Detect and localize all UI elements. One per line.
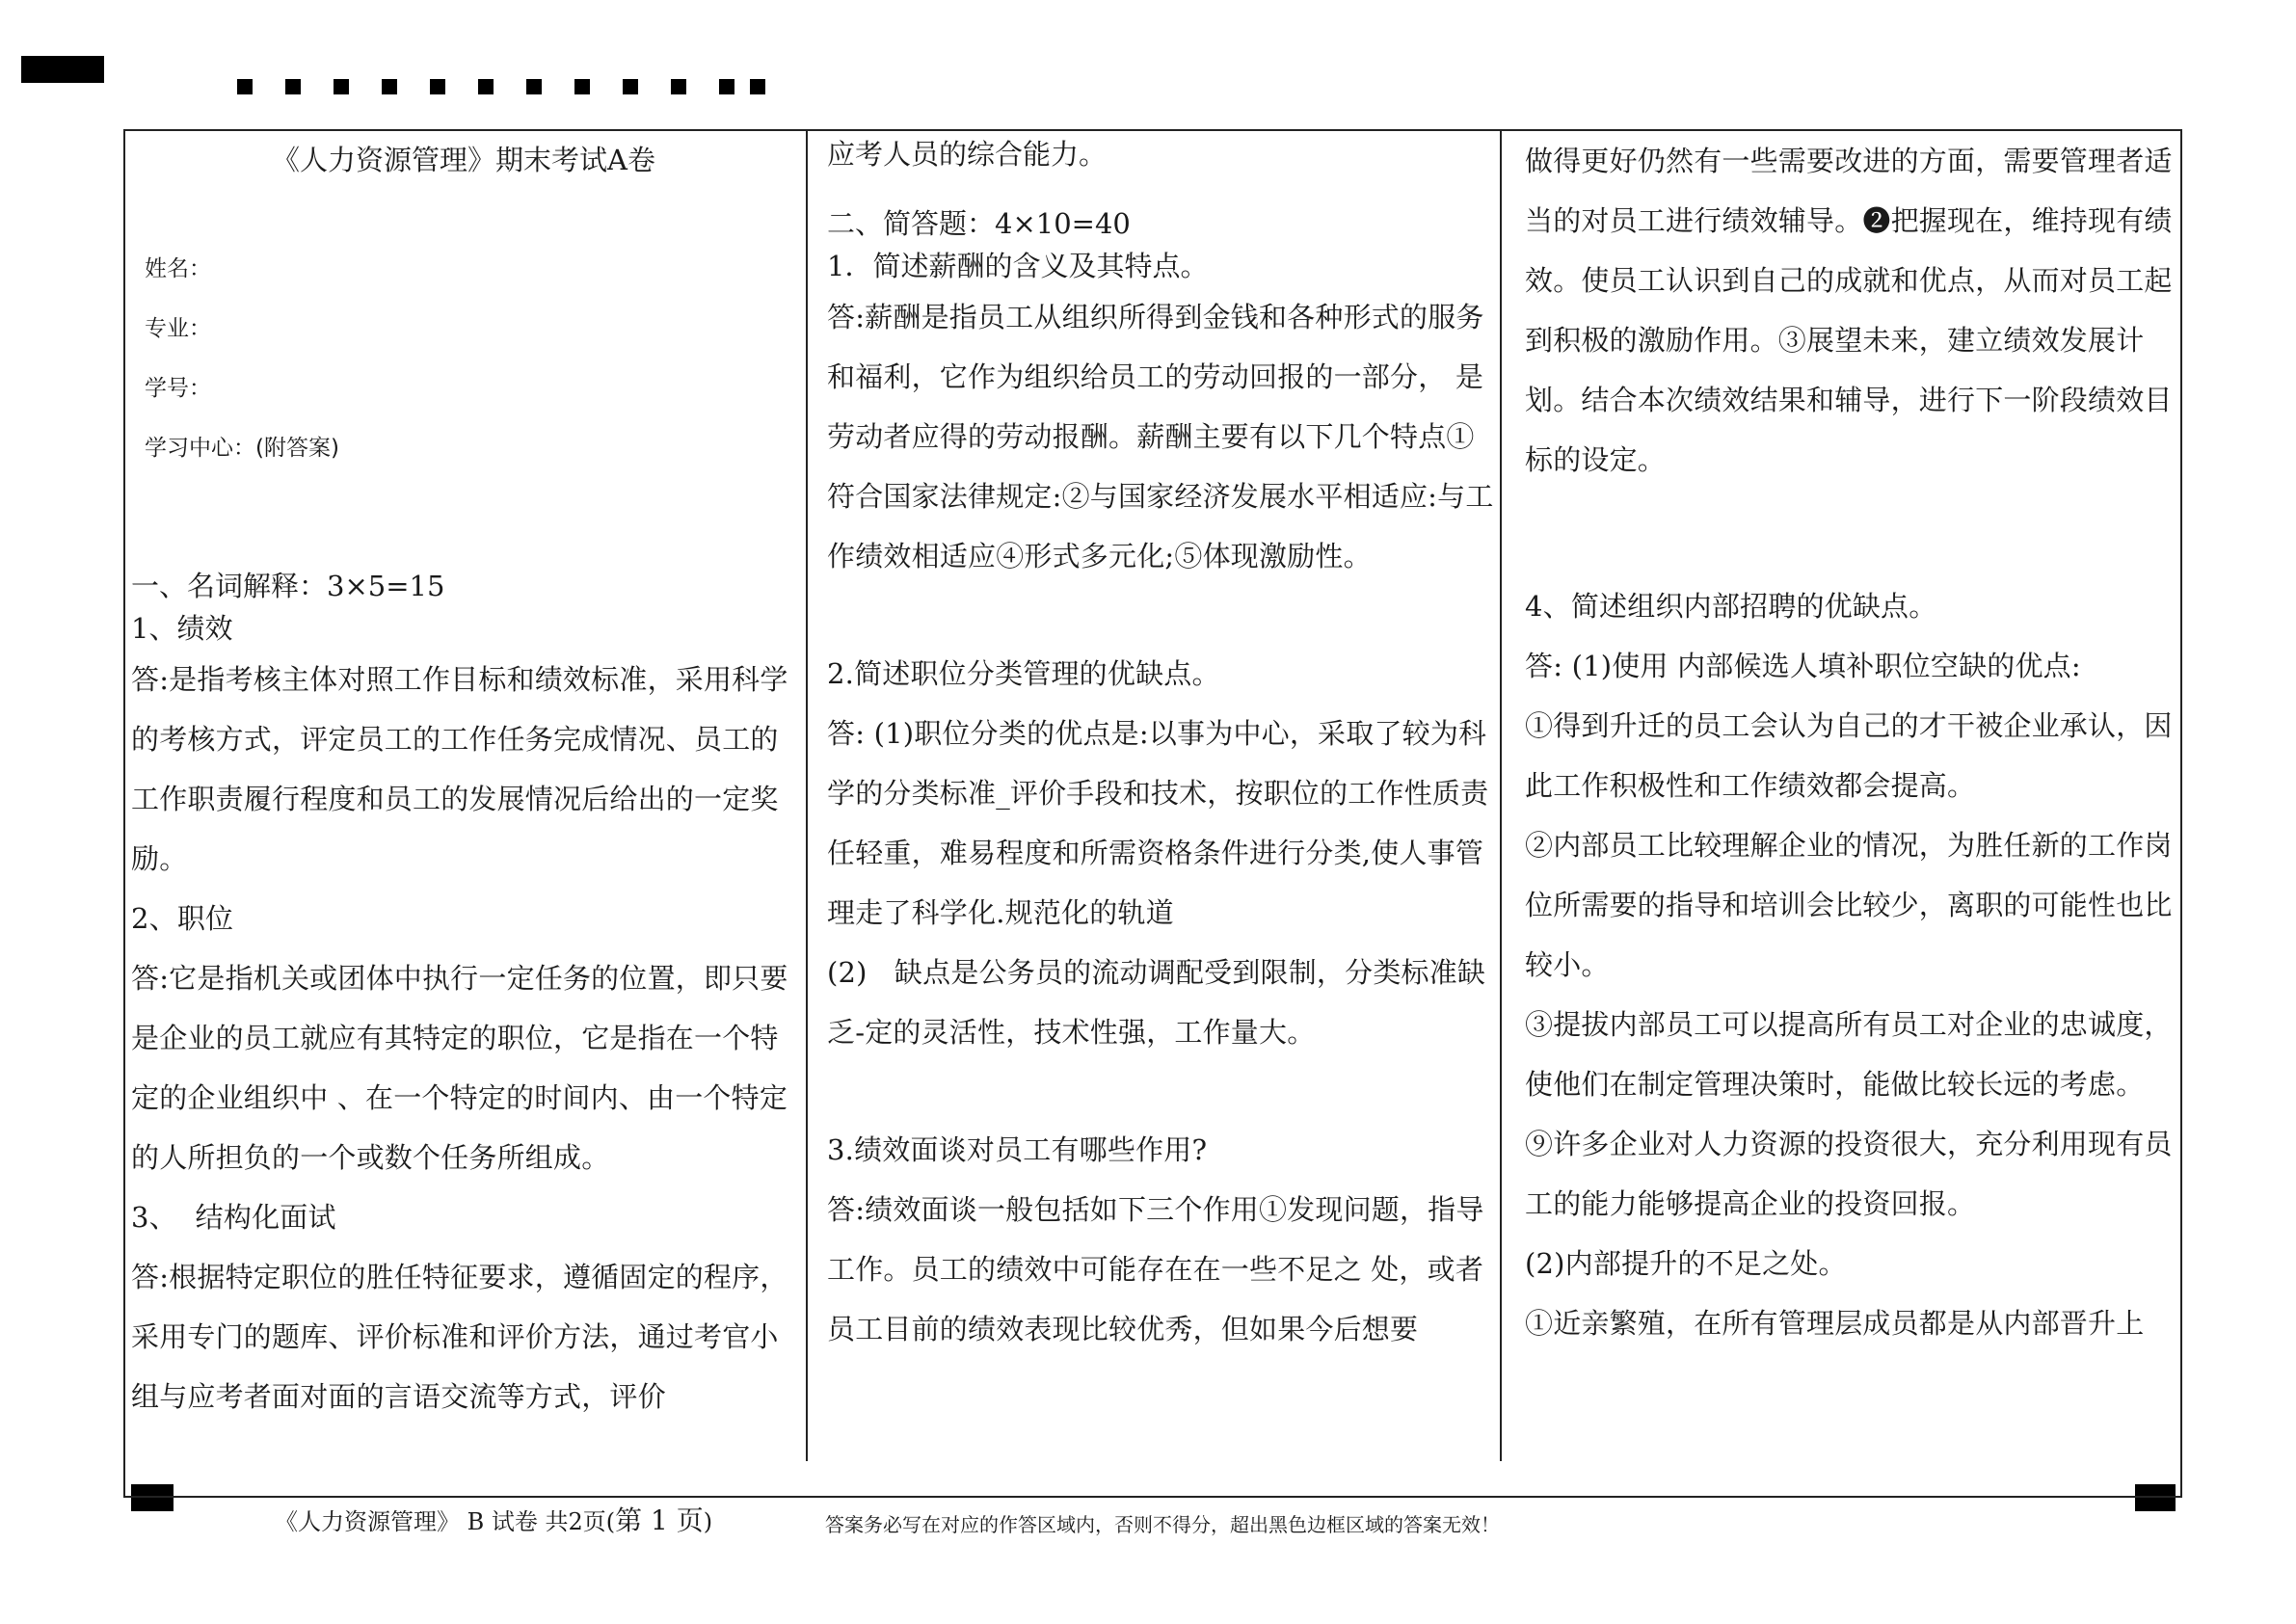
question-4-line: ①近亲繁殖，在所有管理层成员都是从内部晋升上 (1525, 1307, 2145, 1340)
name-label: 姓名： (145, 256, 211, 281)
section-2-heading: 二、简答题：4×10=40 (827, 207, 1131, 240)
question-3-answer: 答:绩效面谈一般包括如下三个作用①发现问题，指导工作。员工的绩效中可能存在在一些不足之 处，或者员工目前的绩效表现比较优秀，但如果今后想要 (827, 1193, 1484, 1345)
major-label: 专业： (145, 316, 211, 341)
timing-mark (430, 79, 445, 94)
question-4-line: ⑨许多企业对人力资源的投资很大，充分利用现有员工的能力能够提高企业的投资回报。 (1525, 1128, 2173, 1220)
question-1-answer: 答:薪酬是指员工从组织所得到金钱和各种形式的服务和福利，它作为组织给员工的劳动回报的一部分， 是劳动者应得的劳动报酬。薪酬主要有以下几个特点①符合国家法律规定:②与国家经济发展水平相适应:与工作绩效相适应④形式多元化;⑤体现激励性。 (827, 301, 1494, 572)
term-1-answer: 答:是指考核主体对照工作目标和绩效标准，采用科学的考核方式，评定员工的工作任务完成情况、员工的工作职责履行程度和员工的发展情况后给出的一定奖励。 (131, 663, 788, 875)
term-2-title: 2、职位 (131, 902, 234, 935)
term-3-answer: 答:根据特定职位的胜任特征要求，遵循固定的程序，采用专门的题库、评价标准和评价方法，通过考官小组与应考者面对面的言语交流等方式，评价 (131, 1261, 788, 1413)
question-3-title: 3.绩效面谈对员工有哪些作用? (827, 1133, 1208, 1166)
timing-mark (719, 79, 734, 94)
timing-mark (382, 79, 397, 94)
question-1-title: 1．简述薪酬的含义及其特点。 (827, 250, 1209, 282)
question-2-answer-2: (2) 缺点是公务员的流动调配受到限制，分类标准缺乏-定的灵活性，技术性强，工作量大。 (827, 956, 1486, 1049)
registration-mark-top-left (21, 56, 104, 83)
timing-mark (526, 79, 542, 94)
timing-mark (574, 79, 590, 94)
footer-notice: 答案务必写在对应的作答区域内，否则不得分，超出黑色边框区域的答案无效！ (825, 1513, 1500, 1536)
term-1-title: 1、绩效 (131, 612, 233, 645)
question-4-line: 答: (1)使用 内部候选人填补职位空缺的优点: (1525, 650, 2081, 682)
question-4-line: ①得到升迁的员工会认为自己的才干被企业承认，因此工作积极性和工作绩效都会提高。 (1525, 709, 2173, 802)
timing-mark (237, 79, 253, 94)
question-4-line: (2)内部提升的不足之处。 (1525, 1247, 1847, 1280)
timing-mark (623, 79, 638, 94)
timing-mark (334, 79, 349, 94)
timing-mark (671, 79, 686, 94)
term-3-title: 3、 结构化面试 (131, 1201, 336, 1234)
footer-prefix: 《人力资源管理》 B 试卷 共2页( (275, 1508, 616, 1535)
column-1 (131, 131, 796, 1480)
question-4-title: 4、简述组织内部招聘的优缺点。 (1525, 590, 1937, 623)
term-2-answer: 答:它是指机关或团体中执行一定任务的位置，即只要是企业的员工就应有其特定的职位，它是指在一个特定的企业组织中 、在一个特定的时间内、由一个特定的人所担负的一个或数个任务所组成。 (131, 962, 788, 1174)
question-4-line: ②内部员工比较理解企业的情况，为胜任新的工作岗位所需要的指导和培训会比较少，离职的可能性也比较小。 (1525, 829, 2173, 981)
student-id-label: 学号： (145, 376, 211, 401)
question-2-answer-1: 答: (1)职位分类的优点是:以事为中心，采取了较为科学的分类标准_评价手段和技术，按职位的工作性质责任轻重，难易程度和所需资格条件进行分类,使人事管理走了科学化.规范化的轨道 (827, 717, 1489, 929)
exam-title: 《人力资源管理》期末考试A卷 (272, 144, 655, 176)
question-2-title: 2.简述职位分类管理的优缺点。 (827, 657, 1220, 690)
study-center-label: 学习中心：(附答案) (145, 436, 339, 461)
col3-continuation: 做得更好仍然有一些需要改进的方面，需要管理者适当的对员工进行绩效辅导。❷把握现在，维持现有绩效。使员工认识到自己的成就和优点，从而对员工起到积极的激励作用。③展望未来，建立绩效发展计划。结合本次绩效结果和辅导，进行下一阶段绩效目标的设定。 (1525, 145, 2173, 476)
col2-continuation: 应考人员的综合能力。 (827, 138, 1108, 171)
question-4-line: ③提拔内部员工可以提高所有员工对企业的忠诚度，使他们在制定管理决策时，能做比较长远的考虑。 (1525, 1008, 2173, 1101)
timing-mark (750, 79, 765, 94)
column-2 (827, 131, 1502, 1480)
timing-mark (478, 79, 494, 94)
footer-page-info (275, 1500, 712, 1538)
column-3 (1525, 131, 2176, 1480)
timing-mark (285, 79, 301, 94)
page-number: 第 1 页 (615, 1504, 704, 1536)
column-divider-1 (806, 131, 808, 1461)
footer-suffix: ) (703, 1508, 713, 1535)
section-1-heading: 一、名词解释：3×5=15 (131, 570, 445, 602)
